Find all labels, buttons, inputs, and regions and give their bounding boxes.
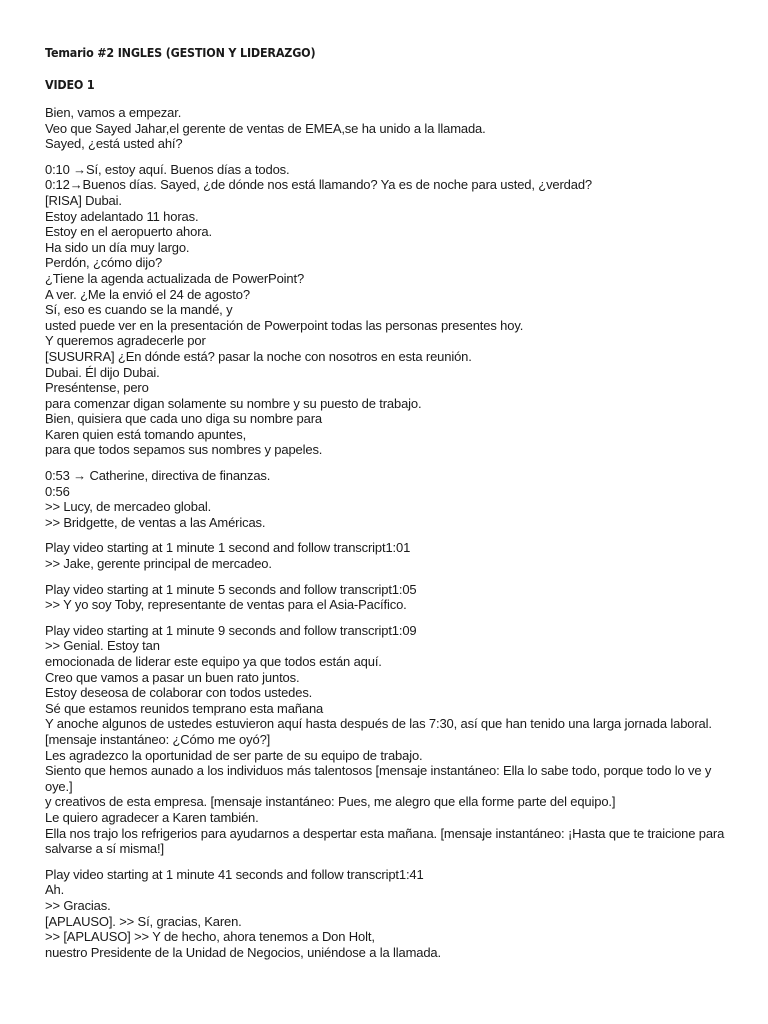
transcript-line: Siento que hemos aunado a los individuos más talentosos [mensaje instantáneo: Ella lo sabe todo, porque todo lo ve y oye.] (45, 763, 712, 794)
transcript-line: para comenzar digan solamente su nombre y su puesto de trabajo. (45, 395, 422, 411)
transcript-line: >> Gracias. (45, 897, 111, 913)
transcript-paragraph (45, 105, 725, 152)
transcript-line: emocionada de liderar este equipo ya que todos están aquí. (45, 654, 382, 669)
document-page (45, 46, 725, 960)
transcript-line: Ah. (45, 882, 65, 898)
transcript-paragraph (45, 867, 725, 961)
transcript-line: Y anoche algunos de ustedes estuvieron aquí hasta después de las 7:30, así que han tenido una larga jornada laboral. [mensaje instantáneo: ¿Cómo me oyó?] (45, 716, 712, 747)
transcript-line: >> [APLAUSO] >> Y de hecho, ahora tenemos a Don Holt, (45, 929, 375, 945)
transcript-line: >> Jake, gerente principal de mercadeo. (45, 556, 272, 572)
transcript-line: Play video starting at 1 minute 1 second and follow transcript1:01 (45, 540, 411, 556)
transcript-line: Les agradezco la oportunidad de ser parte de su equipo de trabajo. (45, 747, 423, 763)
transcript-line: 0:10 →Sí, estoy aquí. Buenos días a todos. (45, 161, 290, 177)
transcript-line: 0:12→Buenos días. Sayed, ¿de dónde nos está llamando? Ya es de noche para usted, ¿verdad? (45, 177, 592, 193)
transcript-line: [APLAUSO]. >> Sí, gracias, Karen. (45, 913, 242, 929)
transcript-line: 0:53 → Catherine, directiva de finanzas. (45, 468, 271, 484)
transcript-line: >> Y yo soy Toby, representante de ventas para el Asia-Pacífico. (45, 597, 407, 613)
transcript-line: Play video starting at 1 minute 5 seconds and follow transcript1:05 (45, 581, 417, 597)
transcript-line: usted puede ver en la presentación de Powerpoint todas las personas presentes hoy. (45, 317, 524, 333)
transcript-line: Y queremos agradecerle por (45, 333, 206, 349)
transcript-line: ¿Tiene la agenda actualizada de PowerPoint? (45, 270, 305, 286)
transcript-line: Sé que estamos reunidos temprano esta mañana (45, 700, 324, 716)
transcript-line: Ha sido un día muy largo. (45, 239, 190, 255)
transcript-line: >> Lucy, de mercadeo global. (45, 499, 212, 515)
transcript-line: Play video starting at 1 minute 9 seconds and follow transcript1:09 (45, 622, 417, 638)
transcript-line: Sayed, ¿está usted ahí? (45, 136, 183, 152)
section-heading: VIDEO 1 (45, 78, 95, 92)
transcript-paragraph (45, 582, 725, 613)
transcript-line: y creativos de esta empresa. [mensaje instantáneo: Pues, me alegro que ella forme parte del equipo.] (45, 794, 616, 810)
transcript-line: nuestro Presidente de la Unidad de Negocios, uniéndose a la llamada. (45, 944, 441, 960)
transcript-line: Bien, quisiera que cada uno diga su nombre para (45, 411, 322, 427)
transcript-paragraph (45, 540, 725, 571)
transcript-line: Bien, vamos a empezar. (45, 105, 182, 120)
transcript-line: 0:56 (45, 483, 70, 499)
transcript-line: [RISA] Dubai. (45, 192, 122, 208)
transcript-line: para que todos sepamos sus nombres y papeles. (45, 442, 323, 458)
transcript-line: Le quiero agradecer a Karen también. (45, 809, 259, 825)
transcript-paragraph (45, 468, 725, 530)
transcript-line: Preséntense, pero (45, 380, 149, 396)
transcript-line: >> Bridgette, de ventas a las Américas. (45, 514, 266, 530)
document-title: Temario #2 INGLES (GESTION Y LIDERAZGO) (45, 46, 316, 60)
transcript-line: Sí, eso es cuando se la mandé, y (45, 302, 233, 318)
transcript-line: Estoy deseosa de colaborar con todos ustedes. (45, 685, 313, 701)
transcript-paragraph (45, 623, 725, 857)
transcript-line: Estoy adelantado 11 horas. (45, 208, 199, 224)
transcript-line: Veo que Sayed Jahar,el gerente de ventas de EMEA,se ha unido a la llamada. (45, 120, 486, 136)
transcript-line: >> Genial. Estoy tan (45, 638, 160, 654)
transcript-line: Ella nos trajo los refrigerios para ayudarnos a despertar esta mañana. [mensaje instantáneo: ¡Hasta que te traicione para salvarse a sí misma!] (45, 825, 725, 857)
transcript-body (45, 105, 725, 960)
transcript-line: A ver. ¿Me la envió el 24 de agosto? (45, 286, 250, 302)
transcript-line: Play video starting at 1 minute 41 seconds and follow transcript1:41 (45, 866, 424, 882)
transcript-line: Perdón, ¿cómo dijo? (45, 255, 163, 271)
transcript-line: [SUSURRA] ¿En dónde está? pasar la noche con nosotros en esta reunión. (45, 348, 472, 364)
transcript-line: Karen quien está tomando apuntes, (45, 426, 247, 442)
transcript-line: Dubai. Él dijo Dubai. (45, 364, 160, 380)
transcript-line: Estoy en el aeropuerto ahora. (45, 224, 212, 240)
transcript-paragraph (45, 162, 725, 458)
transcript-line: Creo que vamos a pasar un buen rato juntos. (45, 669, 300, 685)
